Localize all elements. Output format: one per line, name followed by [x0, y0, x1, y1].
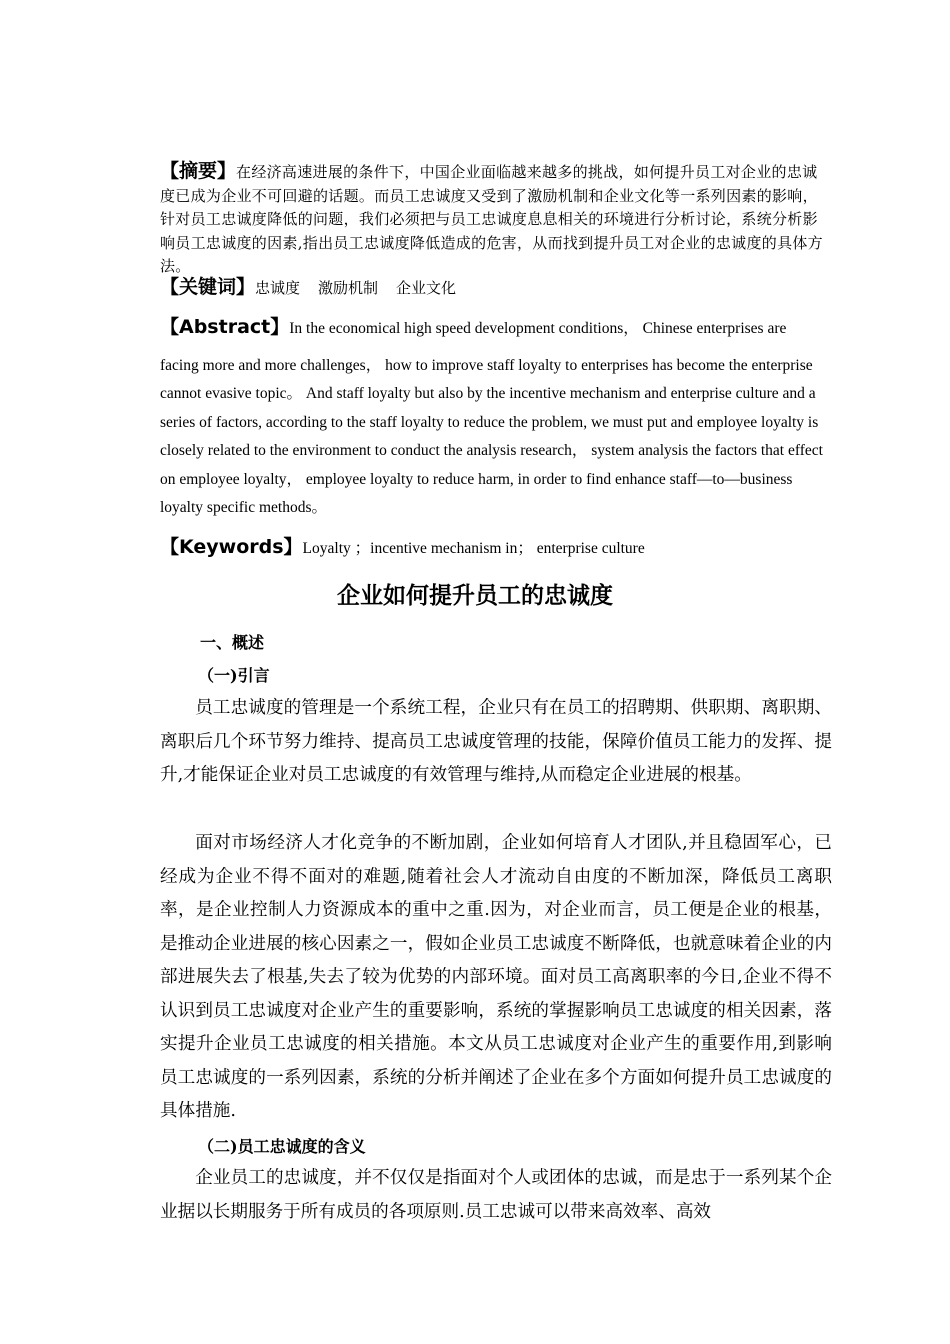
keywords-cn-label: 【关键词】	[160, 276, 256, 298]
abstract-cn-label: 【摘要】	[160, 160, 237, 182]
paragraph-1	[160, 692, 832, 793]
chinese-abstract	[160, 160, 832, 279]
paragraph-1-text: 员工忠诚度的管理是一个系统工程，企业只有在员工的招聘期、供职期、离职期、离职后几个环节努力维持、提高员工忠诚度管理的技能，保障价值员工能力的发挥、提升,才能保证企业对员工忠诚度的有效管理与维持,从而稳定企业进展的根基。	[160, 698, 832, 785]
keywords-en-label: 【Keywords】	[160, 536, 303, 558]
abstract-en-first-line: In the economical high speed development conditions， Chinese enterprises are	[289, 320, 787, 337]
keyword-cn-1: 忠诚度	[255, 279, 301, 297]
document-title: 企业如何提升员工的忠诚度	[337, 583, 613, 609]
abstract-en-label: 【Abstract】	[160, 316, 290, 338]
abstract-cn-text: 在经济高速进展的条件下，中国企业面临越来越多的挑战，如何提升员工对企业的忠诚度已成为企业不可回避的话题。而员工忠诚度又受到了激励机制和企业文化等一系列因素的影响，针对员工忠诚度降低的问题，我们必须把与员工忠诚度息息相关的环境进行分析讨论，系统分析影响员工忠诚度的因素,指出员工忠诚度降低造成的危害，从而找到提升员工对企业的忠诚度的具体方法。	[160, 163, 823, 276]
keywords-en-text: Loyalty ；incentive mechanism in； enterprise culture	[302, 540, 645, 557]
paragraph-3-text: 企业员工的忠诚度，并不仅仅是指面对个人或团体的忠诚，而是忠于一系列某个企业据以长期服务于所有成员的各项原则.员工忠诚可以带来高效率、高效	[160, 1168, 832, 1222]
abstract-en-text: facing more and more challenges， how to improve staff loyalty to enterprises has become the enterprise cannot evasive topic。 And staff loyalty but also by the incentive mechanism and enterprise culture and a series of factors, according to the staff loyalty to reduce the problem, we must put and employee loyalty is closely related to the environment to conduct the analysis research， system analysis the factors that effect on employee loyalty， employee loyalty to reduce harm, in order to find enhance staff—to—business loyalty specific methods。	[160, 357, 823, 517]
english-keywords	[160, 533, 832, 563]
paragraph-2-text: 面对市场经济人才化竞争的不断加剧，企业如何培育人才团队,并且稳固军心，已经成为企业不得不面对的难题,随着社会人才流动自由度的不断加深，降低员工离职率，是企业控制人力资源成本的重中之重.因为，对企业而言，员工便是企业的根基，是推动企业进展的核心因素之一，假如企业员工忠诚度不断降低，也就意味着企业的内部进展失去了根基,失去了较为优势的内部环境。面对员工高离职率的今日,企业不得不认识到员工忠诚度对企业产生的重要影响，系统的掌握影响员工忠诚度的相关因素，落实提升企业员工忠诚度的相关措施。本文从员工忠诚度对企业产生的重要作用,到影响员工忠诚度的一系列因素，系统的分析并阐述了企业在多个方面如何提升员工忠诚度的具体措施.	[160, 833, 832, 1121]
subsection-heading-meaning: （二)员工忠诚度的含义	[198, 1137, 366, 1156]
paragraph-3	[160, 1162, 832, 1229]
keyword-cn-2: 激励机制	[318, 279, 379, 297]
subsection-heading-introduction: （一)引言	[198, 666, 270, 685]
keyword-cn-3: 企业文化	[396, 279, 457, 297]
section-heading-overview: 一、概述	[200, 633, 265, 652]
chinese-keywords	[160, 274, 832, 301]
english-abstract	[160, 312, 832, 522]
paragraph-2	[160, 827, 832, 1129]
